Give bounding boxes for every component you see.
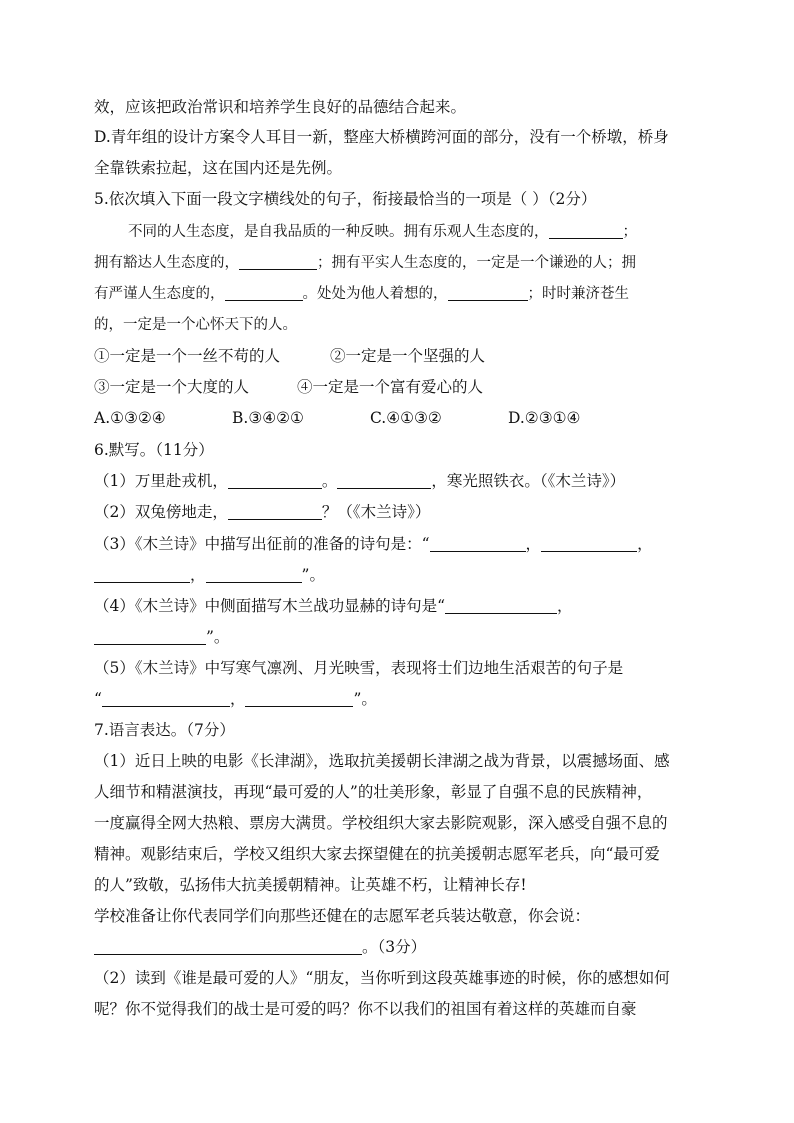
text-line: D.青年组的设计方案令人耳目一新，整座大桥横跨河面的部分，没有一个桥墩，桥身 [94,128,669,146]
dictation-text: （2）双兔傍地走， [94,503,228,521]
dictation-item-4 [94,595,573,617]
dictation-text: ”。 [301,566,325,584]
answer-blank[interactable] [448,284,528,301]
dictation-text: ”。 [206,628,230,646]
dictation-text: ， [190,566,206,584]
text-line: 学校准备让你代表同学们向那些还健在的志愿军老兵装达敬意，你会说： [94,907,591,925]
answer-blank[interactable] [549,222,623,239]
dictation-text: （3）《木兰诗》中描写出征前的准备的诗句是：“ [94,535,430,553]
choice-c[interactable]: C.④①③② [370,409,442,427]
option-1: ①一定是一个一丝不苟的人 [94,347,281,365]
passage-text: ； [622,224,637,240]
option-4: ④一定是一个富有爱心的人 [297,378,484,396]
text-line: （1）近日上映的电影《长津湖》，选取抗美援朝长津湖之战为背景，以震撼场面、感 [94,752,670,770]
text-line: 一度赢得全网大热粮、票房大满贯。学校组织大家去影院观影，深入感受自强不息的 [94,814,668,832]
passage-text: 。处处为他人着想的， [302,286,448,302]
answer-blank[interactable] [94,938,362,955]
text-line: 全靠铁索拉起，这在国内还是先例。 [94,159,343,177]
answer-blank[interactable] [239,253,317,270]
passage-text: ；拥有平实人生态度的，一定是一个谦逊的人；拥 [317,255,636,271]
choice-a[interactable]: A.①③②④ [94,409,166,427]
question-6-title: 6.默写。（11分） [94,441,214,459]
dictation-item-2 [94,501,430,523]
option-2: ②一定是一个坚强的人 [330,347,486,365]
answer-blank[interactable] [541,535,637,552]
text-line: （2）读到《谁是最可爱的人》“朋友，当你听到这段英雄事迹的时候，你的感想如何 [94,969,670,987]
answer-blank[interactable] [206,566,302,583]
answer-blank[interactable] [228,472,322,489]
answer-suffix: 。（3分） [362,938,427,956]
passage-text: ；时时兼济苍生 [527,286,629,302]
dictation-text: ， [229,690,246,708]
answer-blank[interactable] [445,597,557,614]
choice-row [94,407,580,429]
answer-blank[interactable] [94,628,206,645]
text-line: 的人”致敬，弘扬伟大抗美援朝精神。让英雄不朽，让精神长存! [94,876,527,894]
option-row [94,345,485,367]
option-row [94,376,483,398]
dictation-text: “ [94,690,102,708]
dictation-text: 。 [321,472,338,490]
answer-blank[interactable] [225,284,303,301]
passage-line: 的，一定是一个心怀天下的人。 [94,317,297,333]
dictation-text: （1）万里赴戎机， [94,472,228,490]
choice-b[interactable]: B.③④②① [232,409,304,427]
option-3: ③一定是一个大度的人 [94,378,250,396]
passage-text: 不同的人生态度，是自我品质的一种反映。拥有乐观人生态度的， [128,224,549,240]
text-line: 精神。观影结束后，学校又组织大家去探望健在的抗美援朝志愿军老兵，向“最可爱 [94,845,660,863]
dictation-item-3-cont [94,564,325,586]
dictation-item-5: （5）《木兰诗》中写寒气凛冽、月光映雪，表现将士们边地生活艰苦的句子是 [94,659,624,677]
answer-blank[interactable] [102,690,230,707]
dictation-item-5-cont [94,688,377,710]
dictation-item-3 [94,533,653,555]
answer-blank[interactable] [94,566,190,583]
dictation-text: ， [557,597,573,615]
dictation-text: ”。 [353,690,377,708]
question-5-title: 5.依次填入下面一段文字横线处的句子，衔接最恰当的一项是（ ）（2分） [94,190,597,208]
dictation-text: ， [637,535,653,553]
passage-text: 拥有豁达人生态度的， [94,255,239,271]
passage-line [128,221,637,243]
dictation-item-1 [94,470,625,492]
dictation-text: ， [525,535,542,553]
dictation-item-4-cont [94,626,229,648]
passage-line [94,283,629,305]
text-line: 效，应该把政治常识和培养学生良好的品德结合起来。 [94,98,467,116]
question-7-title: 7.语言表达。（7分） [94,721,235,739]
answer-blank[interactable] [337,472,431,489]
text-line: 呢？你不觉得我们的战士是可爱的吗？你不以我们的祖国有着这样的英雄而自豪 [94,1000,637,1018]
passage-text: 有严谨人生态度的， [94,286,225,302]
dictation-text: ？（《木兰诗》） [321,503,431,521]
answer-blank[interactable] [430,535,526,552]
answer-blank[interactable] [245,690,353,707]
dictation-text: （4）《木兰诗》中侧面描写木兰战功显赫的诗句是“ [94,597,446,615]
passage-line [94,252,636,274]
answer-line [94,936,426,958]
answer-blank[interactable] [228,503,322,520]
dictation-text: ，寒光照铁衣。（《木兰诗》） [431,472,626,490]
text-line: 人细节和精湛演技，再现“最可爱的人”的壮美形象，彰显了自强不息的民族精神， [94,783,653,801]
choice-d[interactable]: D.②③①④ [508,409,581,427]
